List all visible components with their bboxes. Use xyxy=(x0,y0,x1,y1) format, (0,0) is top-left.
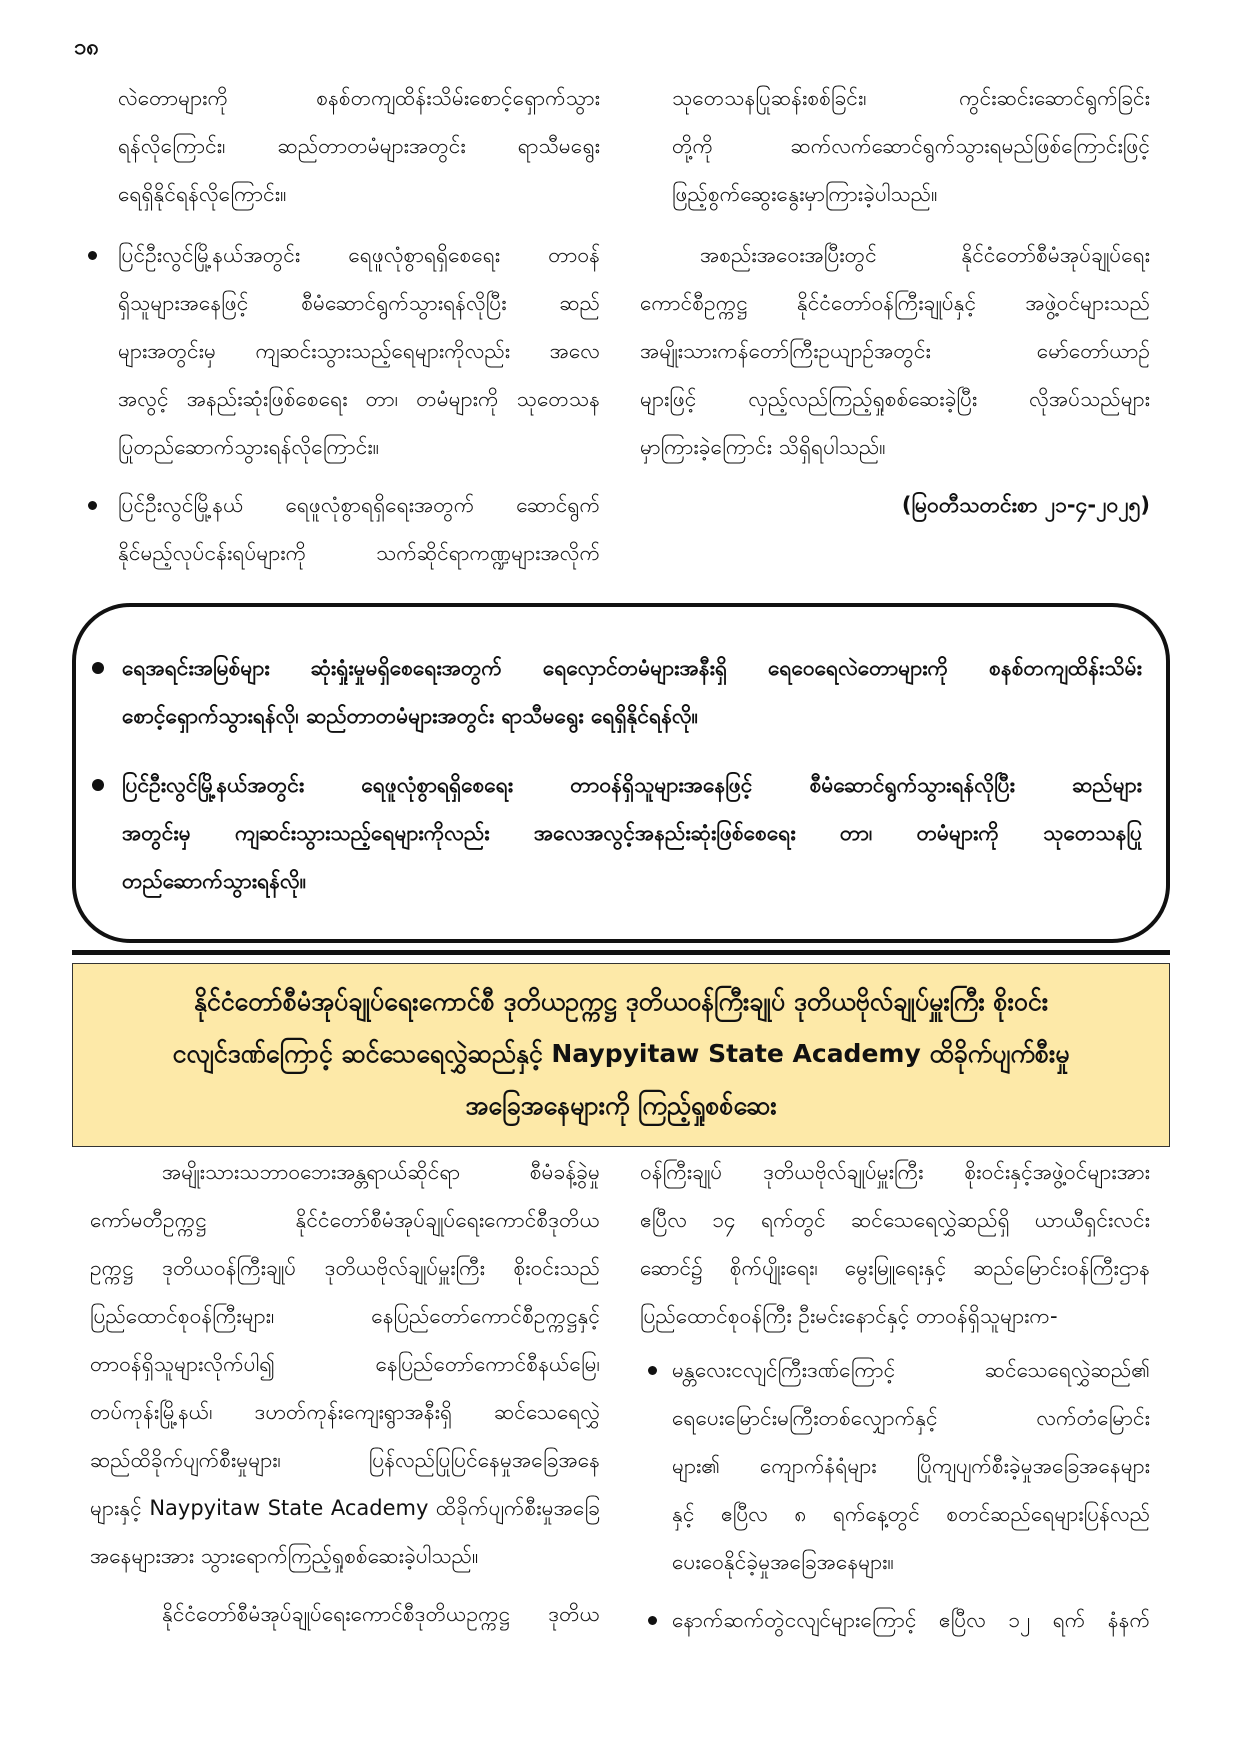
text-line: စောင့်ရှောက်သွားရန်လို၊ ဆည်တာတမံများအတွင်း ရာသီမရွေး ရေရှိနိုင်ရန်လို။ xyxy=(122,704,698,728)
headline-line: ငလျင်ဒဏ်ကြောင့် ဆင်သေရေလွှဲဆည်နှင့် Naypyitaw State Academy ထိခိုက်ပျက်စီးမှု xyxy=(172,1039,1070,1068)
text-line: တပ်ကုန်းမြို့နယ်၊ ဒဟတ်ကုန်းကျေးရွာအနီးရှိ ဆင်သေရေလွှဲ xyxy=(90,1400,600,1424)
text-line: အမျိုးသားကန်တော်ကြီးဥယျာဉ်အတွင်း မော်တော်ယာဉ် xyxy=(640,339,1150,363)
text-line: လဲတောများကို စနစ်တကျထိန်းသိမ်းစောင့်ရှောက်သွား xyxy=(118,86,600,110)
text-line: မန္တလေးငလျင်ကြီးဒဏ်ကြောင့် ဆင်သေရေလွှဲဆည်၏ xyxy=(672,1358,1150,1382)
text-line: မှာကြားခဲ့ကြောင်း သိရှိရပါသည်။ xyxy=(640,435,886,459)
bullet-icon xyxy=(92,662,104,674)
headline-line: အခြေအနေများကို ကြည့်ရှုစစ်ဆေး xyxy=(465,1091,777,1120)
text-line: တည်ဆောက်သွားရန်လို။ xyxy=(122,869,307,893)
bullet-icon xyxy=(88,501,97,510)
text-line: ကော်မတီဥက္ကဋ္ဌ နိုင်ငံတော်စီမံအုပ်ချုပ်ရေးကောင်စီဒုတိယ xyxy=(90,1208,600,1232)
text-line: အနေများအား သွားရောက်ကြည့်ရှုစစ်ဆေးခဲ့ပါသည်။ xyxy=(90,1544,479,1568)
text-line: ရေအရင်းအမြစ်များ ဆုံးရှုံးမှုမရှိစေရေးအတွက် ရေလှောင်တမံများအနီးရှိ ရေဝေရေလဲတောများကို စနစ်တကျထိန်းသိမ်း xyxy=(122,656,1142,680)
text-line: များ၏ ကျောက်နံရံများ ပြိုကျပျက်စီးခဲ့မှုအခြေအနေများ xyxy=(672,1454,1150,1478)
paragraph xyxy=(640,1148,1150,1340)
left-top-continuation xyxy=(118,74,600,218)
text-line: ပြည်ထောင်စုဝန်ကြီးများ၊ နေပြည်တော်ကောင်စီဥက္ကဋ္ဌနှင့် xyxy=(90,1304,600,1328)
text-line: ပေးဝေနိုင်ခဲ့မှုအခြေအနေများ။ xyxy=(672,1550,894,1574)
text-line: တို့ကို ဆက်လက်ဆောင်ရွက်သွားရမည်ဖြစ်ကြောင်းဖြင့် xyxy=(672,134,1150,158)
text-line: ရေရှိနိုင်ရန်လိုကြောင်း။ xyxy=(118,182,287,206)
text-line: များနှင့် Naypyitaw State Academy ထိခိုက်ပျက်စီးမှုအခြေ xyxy=(90,1496,600,1520)
bullet-item xyxy=(640,1596,1150,1644)
text-line: ရှိသူများအနေဖြင့် စီမံဆောင်ရွက်သွားရန်လိုပြီး ဆည် xyxy=(118,291,600,315)
text-line: များဖြင့် လှည့်လည်ကြည့်ရှုစစ်ဆေးခဲ့ပြီး လိုအပ်သည်များ xyxy=(640,387,1150,411)
paragraph xyxy=(640,231,1150,471)
paragraph xyxy=(90,1148,600,1580)
text-line: နိုင်ငံတော်စီမံအုပ်ချုပ်ရေးကောင်စီဒုတိယဥက္ကဋ္ဌ ဒုတိယ xyxy=(162,1602,600,1626)
headline-line: နိုင်ငံတော်စီမံအုပ်ချုပ်ရေးကောင်စီ ဒုတိယဥက္ကဋ္ဌ ဒုတိယဝန်ကြီးချုပ် ဒုတိယဗိုလ်ချုပ်မှူးကြီး စိုးဝင်း xyxy=(193,987,1049,1016)
highlight-bullet xyxy=(92,761,1142,905)
text-line: ဆောင်၌ စိုက်ပျိုးရေး၊ မွေးမြူရေးနှင့် ဆည်မြောင်းဝန်ကြီးဌာန xyxy=(640,1256,1150,1280)
text-line: ကောင်စီဥက္ကဋ္ဌ နိုင်ငံတော်ဝန်ကြီးချုပ်နှင့် အဖွဲ့ဝင်များသည် xyxy=(640,291,1150,315)
bullet-item xyxy=(84,481,600,577)
text-line: များအတွင်းမှ ကျဆင်းသွားသည့်ရေများကိုလည်း အလေ xyxy=(118,339,600,363)
text-line: နှင့် ဧပြီလ ၈ ရက်နေ့တွင် စတင်ဆည်ရေများပြန်လည် xyxy=(672,1502,1150,1526)
text-line: နိုင်မည့်လုပ်ငန်းရပ်များကို သက်ဆိုင်ရာကဏ္ဍများအလိုက် xyxy=(118,541,600,565)
text-line: အတွင်းမှ ကျဆင်းသွားသည့်ရေများကိုလည်း အလေအလွင့်အနည်းဆုံးဖြစ်စေရေး တာ၊ တမံများကို သုတေသနပြု xyxy=(122,821,1142,845)
text-line: ပြင်ဦးလွင်မြို့နယ်အတွင်း ရေဖူလုံစွာရရှိစေရေး တာဝန်ရှိသူများအနေဖြင့် စီမံဆောင်ရွက်သွားရန်လိုပြီး ဆည်များ xyxy=(122,773,1142,797)
section-divider xyxy=(72,950,1170,955)
source-citation xyxy=(640,481,1150,529)
headline-banner xyxy=(72,963,1170,1147)
text-line: အစည်းအဝေးအပြီးတွင် နိုင်ငံတော်စီမံအုပ်ချုပ်ရေး xyxy=(700,243,1150,267)
text-line: ရေပေးမြောင်းမကြီးတစ်လျှောက်နှင့် လက်တံမြောင်း xyxy=(672,1406,1150,1430)
text-line: အလွင့် အနည်းဆုံးဖြစ်စေရေး တာ၊ တမံများကို သုတေသန xyxy=(118,387,600,411)
text-line: ဧပြီလ ၁၄ ရက်တွင် ဆင်သေရေလွှဲဆည်ရှိ ယာယီရှင်းလင်း xyxy=(640,1208,1150,1232)
text-line: ပြုတည်ဆောက်သွားရန်လိုကြောင်း။ xyxy=(118,435,380,459)
text-line: တာဝန်ရှိသူများလိုက်ပါ၍ နေပြည်တော်ကောင်စီနယ်မြေ၊ xyxy=(90,1352,600,1376)
text-line: ပြင်ဦးလွင်မြို့နယ်အတွင်း ရေဖူလုံစွာရရှိစေရေး တာဝန် xyxy=(118,243,600,267)
text-line: ဆည်ထိခိုက်ပျက်စီးမှုများ၊ ပြန်လည်ပြုပြင်နေမှုအခြေအနေ xyxy=(90,1448,600,1472)
bullet-item xyxy=(640,1346,1150,1586)
bullet-icon xyxy=(648,1616,657,1625)
text-line: ပြည်ထောင်စုဝန်ကြီး ဦးမင်းနောင်နှင့် တာဝန်ရှိသူများက- xyxy=(640,1304,1058,1328)
text-line: ဖြည့်စွက်ဆွေးနွေးမှာကြားခဲ့ပါသည်။ xyxy=(672,182,938,206)
bullet-icon xyxy=(92,779,104,791)
text-line: အမျိုးသားသဘာဝဘေးအန္တရာယ်ဆိုင်ရာ စီမံခန့်ခွဲမှု xyxy=(162,1160,600,1184)
highlight-bullet xyxy=(92,644,1142,740)
bullet-item xyxy=(84,231,600,471)
paragraph xyxy=(90,1590,600,1638)
source-text: (မြဝတီသတင်းစာ ၂၁-၄-၂၀၂၅) xyxy=(901,493,1150,517)
text-line: နောက်ဆက်တွဲငလျင်များကြောင့် ဧပြီလ ၁၂ ရက် နံနက် xyxy=(672,1608,1150,1632)
page-number: ၁၈ xyxy=(74,35,99,60)
text-line: သုတေသနပြုဆန်းစစ်ခြင်း၊ ကွင်းဆင်းဆောင်ရွက်ခြင်း xyxy=(672,86,1150,110)
text-line: ပြင်ဦးလွင်မြို့နယ် ရေဖူလုံစွာရရှိရေးအတွက် ဆောင်ရွက် xyxy=(118,493,600,517)
text-line: ရန်လိုကြောင်း၊ ဆည်တာတမံများအတွင်း ရာသီမရွေး xyxy=(118,134,600,158)
right-top-continuation xyxy=(672,74,1150,218)
bullet-icon xyxy=(648,1366,657,1375)
bullet-icon xyxy=(88,251,97,260)
text-line: ဝန်ကြီးချုပ် ဒုတိယဗိုလ်ချုပ်မှူးကြီး စိုးဝင်းနှင့်အဖွဲ့ဝင်များအား xyxy=(640,1160,1150,1184)
text-line: ဥက္ကဋ္ဌ ဒုတိယဝန်ကြီးချုပ် ဒုတိယဗိုလ်ချုပ်မှူးကြီး စိုးဝင်းသည် xyxy=(90,1256,600,1280)
